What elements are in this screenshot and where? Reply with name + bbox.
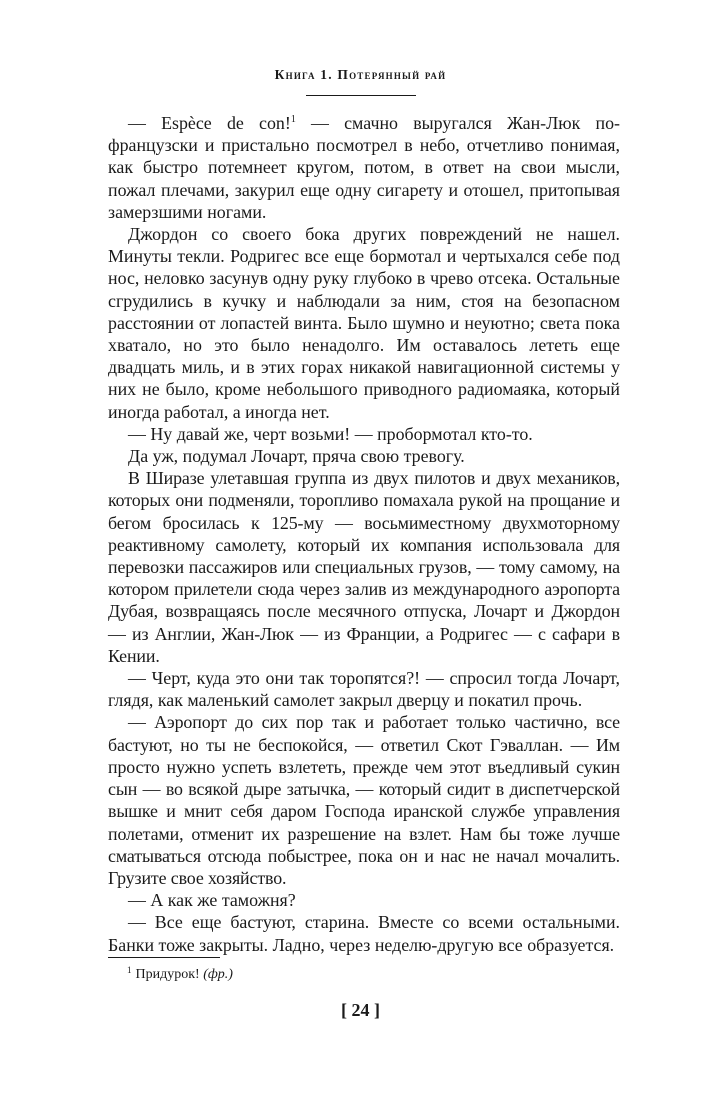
- footnote-language: (фр.): [203, 967, 233, 982]
- paragraph: — Черт, куда это они так торопятся?! — спросил тогда Лочарт, глядя, как маленький самолет закрыл дверцу и покатил прочь.: [108, 668, 620, 711]
- running-header: [0, 66, 721, 84]
- paragraph: — А как же таможня?: [128, 890, 296, 911]
- paragraph: В Ширазе улетавшая группа из двух пилотов и двух механиков, которых они подменяли, торопливо помахала рукой на прощание и бегом бросилась к 125-му — восьмиместному двухмоторному реактивному самолету, который их компания использовала для перевозки пассажиров или специальных грузов, — тому самому, на котором прилетели сюда через залив из международного аэропорта Дубая, возвращаясь после месячного отпуска, Лочарт и Джордон — из Англии, Жан-Люк — из Франции, а Родригес — с сафари в Кении.: [108, 468, 620, 666]
- footnote-rule: [108, 957, 220, 958]
- paragraph: — Espèce de con!$^1$ — смачно выругался Жан-Люк по-французски и пристально посмотрел в небо, отчетливо понимая, как быстро потемнеет кругом, потом, в ответ на свои мысли, пожал плечами, закурил еще одну сигарету и отошел, притопывая замерзшими ногами.: [108, 113, 620, 222]
- footnote-reference: 1: [290, 114, 296, 125]
- header-rule: [306, 95, 416, 96]
- paragraph: Да уж, подумал Лочарт, пряча свою тревогу.: [128, 446, 465, 467]
- footnote-text: Придурок!: [135, 967, 204, 982]
- paragraph: — Все еще бастуют, старина. Вместе со всеми остальными. Банки тоже закрыты. Ладно, через неделю-другую все образуется.: [108, 912, 620, 955]
- body-text: [108, 112, 620, 956]
- book-section-title: Книга 1. Потерянный рай: [274, 67, 447, 82]
- paragraph: — Ну давай же, черт возьми! — пробормотал кто-то.: [128, 423, 533, 444]
- page-number: [ 24 ]: [341, 1000, 380, 1020]
- paragraph: Джордон со своего бока других повреждений не нашел. Минуты текли. Родригес все еще бормотал и чертыхался себе под нос, неловко засунув одну руку глубоко в чрево отсека. Остальные сгрудились в кучку и наблюдали за ним, стоя на безопасном расстоянии от лопастей винта. Было шумно и неуютно; света пока хватало, но это было ненадолго. Им оставалось лететь еще двадцать миль, и в этих горах никакой навигационной системы у них не было, кроме небольшого приводного радиомаяка, который иногда работал, а иногда нет.: [108, 224, 620, 422]
- footnote-mark: 1: [127, 965, 132, 975]
- paragraph: — Аэропорт до сих пор так и работает только частично, все бастуют, но ты не беспокойся, — ответил Скот Гэваллан. — Им просто нужно успеть взлететь, прежде чем этот въедливый сукин сын — во всякой дыре затычка, — который сидит в диспетчерской вышке и мнит себя даром Господа иранской службе управления полетами, отменит их разрешение на взлет. Нам бы тоже лучше сматываться отсюда побыстрее, пока он и нас не начал мочалить. Грузите свое хозяйство.: [108, 712, 620, 888]
- footnote: [127, 966, 233, 984]
